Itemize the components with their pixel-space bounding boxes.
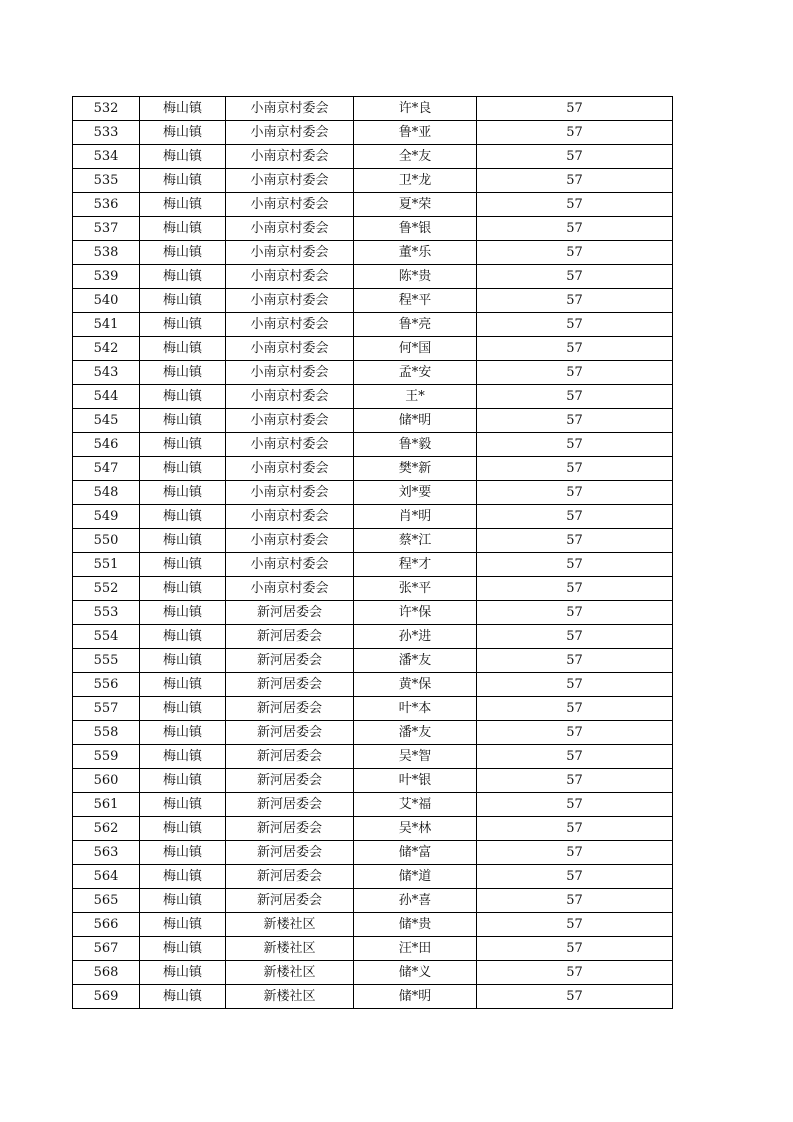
committee-cell: 新河居委会 bbox=[226, 817, 354, 841]
town-cell: 梅山镇 bbox=[140, 721, 226, 745]
row-number-cell: 564 bbox=[73, 865, 140, 889]
committee-cell: 小南京村委会 bbox=[226, 457, 354, 481]
name-cell: 卫*龙 bbox=[354, 169, 477, 193]
committee-cell: 新河居委会 bbox=[226, 673, 354, 697]
amount-cell: 57 bbox=[477, 577, 673, 601]
table-row bbox=[73, 193, 673, 217]
town-cell: 梅山镇 bbox=[140, 673, 226, 697]
table-row bbox=[73, 313, 673, 337]
town-cell: 梅山镇 bbox=[140, 457, 226, 481]
table-row bbox=[73, 913, 673, 937]
amount-cell: 57 bbox=[477, 769, 673, 793]
committee-cell: 小南京村委会 bbox=[226, 385, 354, 409]
name-cell: 吴*智 bbox=[354, 745, 477, 769]
row-number-cell: 550 bbox=[73, 529, 140, 553]
amount-cell: 57 bbox=[477, 409, 673, 433]
name-cell: 张*平 bbox=[354, 577, 477, 601]
row-number-cell: 547 bbox=[73, 457, 140, 481]
amount-cell: 57 bbox=[477, 313, 673, 337]
committee-cell: 小南京村委会 bbox=[226, 313, 354, 337]
town-cell: 梅山镇 bbox=[140, 769, 226, 793]
amount-cell: 57 bbox=[477, 337, 673, 361]
town-cell: 梅山镇 bbox=[140, 529, 226, 553]
row-number-cell: 540 bbox=[73, 289, 140, 313]
table-row bbox=[73, 457, 673, 481]
row-number-cell: 556 bbox=[73, 673, 140, 697]
committee-cell: 小南京村委会 bbox=[226, 337, 354, 361]
row-number-cell: 551 bbox=[73, 553, 140, 577]
row-number-cell: 534 bbox=[73, 145, 140, 169]
committee-cell: 新河居委会 bbox=[226, 793, 354, 817]
table-row bbox=[73, 985, 673, 1009]
committee-cell: 小南京村委会 bbox=[226, 577, 354, 601]
row-number-cell: 548 bbox=[73, 481, 140, 505]
row-number-cell: 562 bbox=[73, 817, 140, 841]
table-row bbox=[73, 433, 673, 457]
records-table bbox=[72, 96, 673, 1009]
town-cell: 梅山镇 bbox=[140, 289, 226, 313]
name-cell: 鲁*亮 bbox=[354, 313, 477, 337]
amount-cell: 57 bbox=[477, 625, 673, 649]
town-cell: 梅山镇 bbox=[140, 505, 226, 529]
row-number-cell: 569 bbox=[73, 985, 140, 1009]
table-row bbox=[73, 961, 673, 985]
committee-cell: 新河居委会 bbox=[226, 769, 354, 793]
name-cell: 储*贵 bbox=[354, 913, 477, 937]
town-cell: 梅山镇 bbox=[140, 625, 226, 649]
amount-cell: 57 bbox=[477, 673, 673, 697]
amount-cell: 57 bbox=[477, 265, 673, 289]
row-number-cell: 535 bbox=[73, 169, 140, 193]
committee-cell: 新楼社区 bbox=[226, 961, 354, 985]
amount-cell: 57 bbox=[477, 385, 673, 409]
committee-cell: 小南京村委会 bbox=[226, 553, 354, 577]
table-row bbox=[73, 673, 673, 697]
town-cell: 梅山镇 bbox=[140, 241, 226, 265]
town-cell: 梅山镇 bbox=[140, 337, 226, 361]
town-cell: 梅山镇 bbox=[140, 865, 226, 889]
town-cell: 梅山镇 bbox=[140, 121, 226, 145]
table-row bbox=[73, 121, 673, 145]
row-number-cell: 565 bbox=[73, 889, 140, 913]
table-row bbox=[73, 553, 673, 577]
row-number-cell: 553 bbox=[73, 601, 140, 625]
committee-cell: 小南京村委会 bbox=[226, 529, 354, 553]
town-cell: 梅山镇 bbox=[140, 985, 226, 1009]
name-cell: 董*乐 bbox=[354, 241, 477, 265]
row-number-cell: 543 bbox=[73, 361, 140, 385]
amount-cell: 57 bbox=[477, 841, 673, 865]
table-row bbox=[73, 409, 673, 433]
amount-cell: 57 bbox=[477, 193, 673, 217]
committee-cell: 小南京村委会 bbox=[226, 121, 354, 145]
table-row bbox=[73, 505, 673, 529]
table-row bbox=[73, 697, 673, 721]
row-number-cell: 554 bbox=[73, 625, 140, 649]
row-number-cell: 566 bbox=[73, 913, 140, 937]
table-row bbox=[73, 529, 673, 553]
row-number-cell: 544 bbox=[73, 385, 140, 409]
committee-cell: 新河居委会 bbox=[226, 841, 354, 865]
amount-cell: 57 bbox=[477, 217, 673, 241]
name-cell: 程*平 bbox=[354, 289, 477, 313]
name-cell: 黄*保 bbox=[354, 673, 477, 697]
table-row bbox=[73, 841, 673, 865]
town-cell: 梅山镇 bbox=[140, 169, 226, 193]
town-cell: 梅山镇 bbox=[140, 841, 226, 865]
town-cell: 梅山镇 bbox=[140, 409, 226, 433]
name-cell: 蔡*江 bbox=[354, 529, 477, 553]
row-number-cell: 536 bbox=[73, 193, 140, 217]
name-cell: 夏*荣 bbox=[354, 193, 477, 217]
row-number-cell: 558 bbox=[73, 721, 140, 745]
amount-cell: 57 bbox=[477, 697, 673, 721]
amount-cell: 57 bbox=[477, 913, 673, 937]
name-cell: 程*才 bbox=[354, 553, 477, 577]
town-cell: 梅山镇 bbox=[140, 817, 226, 841]
amount-cell: 57 bbox=[477, 241, 673, 265]
name-cell: 储*明 bbox=[354, 985, 477, 1009]
committee-cell: 小南京村委会 bbox=[226, 97, 354, 121]
name-cell: 储*富 bbox=[354, 841, 477, 865]
table-row bbox=[73, 769, 673, 793]
town-cell: 梅山镇 bbox=[140, 553, 226, 577]
table-row bbox=[73, 721, 673, 745]
name-cell: 许*保 bbox=[354, 601, 477, 625]
table-row bbox=[73, 361, 673, 385]
town-cell: 梅山镇 bbox=[140, 745, 226, 769]
table-row bbox=[73, 289, 673, 313]
table-row bbox=[73, 817, 673, 841]
table-row bbox=[73, 745, 673, 769]
town-cell: 梅山镇 bbox=[140, 481, 226, 505]
amount-cell: 57 bbox=[477, 169, 673, 193]
town-cell: 梅山镇 bbox=[140, 889, 226, 913]
row-number-cell: 537 bbox=[73, 217, 140, 241]
table-row bbox=[73, 385, 673, 409]
row-number-cell: 541 bbox=[73, 313, 140, 337]
amount-cell: 57 bbox=[477, 721, 673, 745]
name-cell: 鲁*毅 bbox=[354, 433, 477, 457]
town-cell: 梅山镇 bbox=[140, 433, 226, 457]
town-cell: 梅山镇 bbox=[140, 97, 226, 121]
committee-cell: 小南京村委会 bbox=[226, 241, 354, 265]
table-row bbox=[73, 889, 673, 913]
amount-cell: 57 bbox=[477, 529, 673, 553]
town-cell: 梅山镇 bbox=[140, 145, 226, 169]
table-row bbox=[73, 145, 673, 169]
row-number-cell: 560 bbox=[73, 769, 140, 793]
amount-cell: 57 bbox=[477, 121, 673, 145]
committee-cell: 小南京村委会 bbox=[226, 145, 354, 169]
name-cell: 叶*本 bbox=[354, 697, 477, 721]
town-cell: 梅山镇 bbox=[140, 601, 226, 625]
committee-cell: 新河居委会 bbox=[226, 649, 354, 673]
amount-cell: 57 bbox=[477, 649, 673, 673]
amount-cell: 57 bbox=[477, 985, 673, 1009]
table-row bbox=[73, 601, 673, 625]
town-cell: 梅山镇 bbox=[140, 937, 226, 961]
name-cell: 汪*田 bbox=[354, 937, 477, 961]
name-cell: 孟*安 bbox=[354, 361, 477, 385]
amount-cell: 57 bbox=[477, 817, 673, 841]
committee-cell: 小南京村委会 bbox=[226, 193, 354, 217]
amount-cell: 57 bbox=[477, 361, 673, 385]
committee-cell: 新河居委会 bbox=[226, 865, 354, 889]
amount-cell: 57 bbox=[477, 601, 673, 625]
town-cell: 梅山镇 bbox=[140, 193, 226, 217]
table-row bbox=[73, 577, 673, 601]
committee-cell: 新河居委会 bbox=[226, 745, 354, 769]
amount-cell: 57 bbox=[477, 97, 673, 121]
name-cell: 叶*银 bbox=[354, 769, 477, 793]
name-cell: 潘*友 bbox=[354, 721, 477, 745]
amount-cell: 57 bbox=[477, 865, 673, 889]
table-row bbox=[73, 625, 673, 649]
amount-cell: 57 bbox=[477, 145, 673, 169]
town-cell: 梅山镇 bbox=[140, 577, 226, 601]
town-cell: 梅山镇 bbox=[140, 793, 226, 817]
row-number-cell: 561 bbox=[73, 793, 140, 817]
committee-cell: 新楼社区 bbox=[226, 985, 354, 1009]
committee-cell: 小南京村委会 bbox=[226, 481, 354, 505]
name-cell: 鲁*银 bbox=[354, 217, 477, 241]
row-number-cell: 532 bbox=[73, 97, 140, 121]
table-row bbox=[73, 217, 673, 241]
name-cell: 储*义 bbox=[354, 961, 477, 985]
row-number-cell: 559 bbox=[73, 745, 140, 769]
table-row bbox=[73, 241, 673, 265]
table-row bbox=[73, 937, 673, 961]
committee-cell: 小南京村委会 bbox=[226, 217, 354, 241]
amount-cell: 57 bbox=[477, 553, 673, 577]
amount-cell: 57 bbox=[477, 505, 673, 529]
town-cell: 梅山镇 bbox=[140, 961, 226, 985]
town-cell: 梅山镇 bbox=[140, 313, 226, 337]
row-number-cell: 567 bbox=[73, 937, 140, 961]
name-cell: 鲁*亚 bbox=[354, 121, 477, 145]
town-cell: 梅山镇 bbox=[140, 913, 226, 937]
committee-cell: 新河居委会 bbox=[226, 625, 354, 649]
committee-cell: 新楼社区 bbox=[226, 913, 354, 937]
table-row bbox=[73, 793, 673, 817]
committee-cell: 小南京村委会 bbox=[226, 409, 354, 433]
town-cell: 梅山镇 bbox=[140, 697, 226, 721]
table-row bbox=[73, 481, 673, 505]
row-number-cell: 549 bbox=[73, 505, 140, 529]
name-cell: 艾*福 bbox=[354, 793, 477, 817]
committee-cell: 新河居委会 bbox=[226, 697, 354, 721]
town-cell: 梅山镇 bbox=[140, 385, 226, 409]
amount-cell: 57 bbox=[477, 481, 673, 505]
name-cell: 全*友 bbox=[354, 145, 477, 169]
name-cell: 刘*要 bbox=[354, 481, 477, 505]
name-cell: 储*道 bbox=[354, 865, 477, 889]
town-cell: 梅山镇 bbox=[140, 649, 226, 673]
document-table-container bbox=[72, 96, 673, 1009]
amount-cell: 57 bbox=[477, 937, 673, 961]
table-row bbox=[73, 649, 673, 673]
name-cell: 吴*林 bbox=[354, 817, 477, 841]
town-cell: 梅山镇 bbox=[140, 265, 226, 289]
table-row bbox=[73, 265, 673, 289]
name-cell: 储*明 bbox=[354, 409, 477, 433]
name-cell: 许*良 bbox=[354, 97, 477, 121]
name-cell: 孙*喜 bbox=[354, 889, 477, 913]
row-number-cell: 555 bbox=[73, 649, 140, 673]
committee-cell: 新楼社区 bbox=[226, 937, 354, 961]
amount-cell: 57 bbox=[477, 433, 673, 457]
committee-cell: 小南京村委会 bbox=[226, 289, 354, 313]
committee-cell: 新河居委会 bbox=[226, 601, 354, 625]
row-number-cell: 542 bbox=[73, 337, 140, 361]
row-number-cell: 546 bbox=[73, 433, 140, 457]
committee-cell: 新河居委会 bbox=[226, 889, 354, 913]
row-number-cell: 539 bbox=[73, 265, 140, 289]
committee-cell: 小南京村委会 bbox=[226, 169, 354, 193]
committee-cell: 小南京村委会 bbox=[226, 505, 354, 529]
committee-cell: 小南京村委会 bbox=[226, 433, 354, 457]
committee-cell: 小南京村委会 bbox=[226, 361, 354, 385]
records-table-body bbox=[73, 97, 673, 1009]
name-cell: 潘*友 bbox=[354, 649, 477, 673]
committee-cell: 新河居委会 bbox=[226, 721, 354, 745]
table-row bbox=[73, 169, 673, 193]
row-number-cell: 538 bbox=[73, 241, 140, 265]
table-row bbox=[73, 337, 673, 361]
amount-cell: 57 bbox=[477, 457, 673, 481]
row-number-cell: 563 bbox=[73, 841, 140, 865]
name-cell: 王* bbox=[354, 385, 477, 409]
table-row bbox=[73, 97, 673, 121]
row-number-cell: 552 bbox=[73, 577, 140, 601]
amount-cell: 57 bbox=[477, 745, 673, 769]
amount-cell: 57 bbox=[477, 289, 673, 313]
table-row bbox=[73, 865, 673, 889]
town-cell: 梅山镇 bbox=[140, 217, 226, 241]
committee-cell: 小南京村委会 bbox=[226, 265, 354, 289]
name-cell: 肖*明 bbox=[354, 505, 477, 529]
row-number-cell: 557 bbox=[73, 697, 140, 721]
amount-cell: 57 bbox=[477, 961, 673, 985]
town-cell: 梅山镇 bbox=[140, 361, 226, 385]
name-cell: 何*国 bbox=[354, 337, 477, 361]
row-number-cell: 545 bbox=[73, 409, 140, 433]
name-cell: 陈*贵 bbox=[354, 265, 477, 289]
row-number-cell: 568 bbox=[73, 961, 140, 985]
name-cell: 樊*新 bbox=[354, 457, 477, 481]
name-cell: 孙*进 bbox=[354, 625, 477, 649]
amount-cell: 57 bbox=[477, 793, 673, 817]
amount-cell: 57 bbox=[477, 889, 673, 913]
row-number-cell: 533 bbox=[73, 121, 140, 145]
